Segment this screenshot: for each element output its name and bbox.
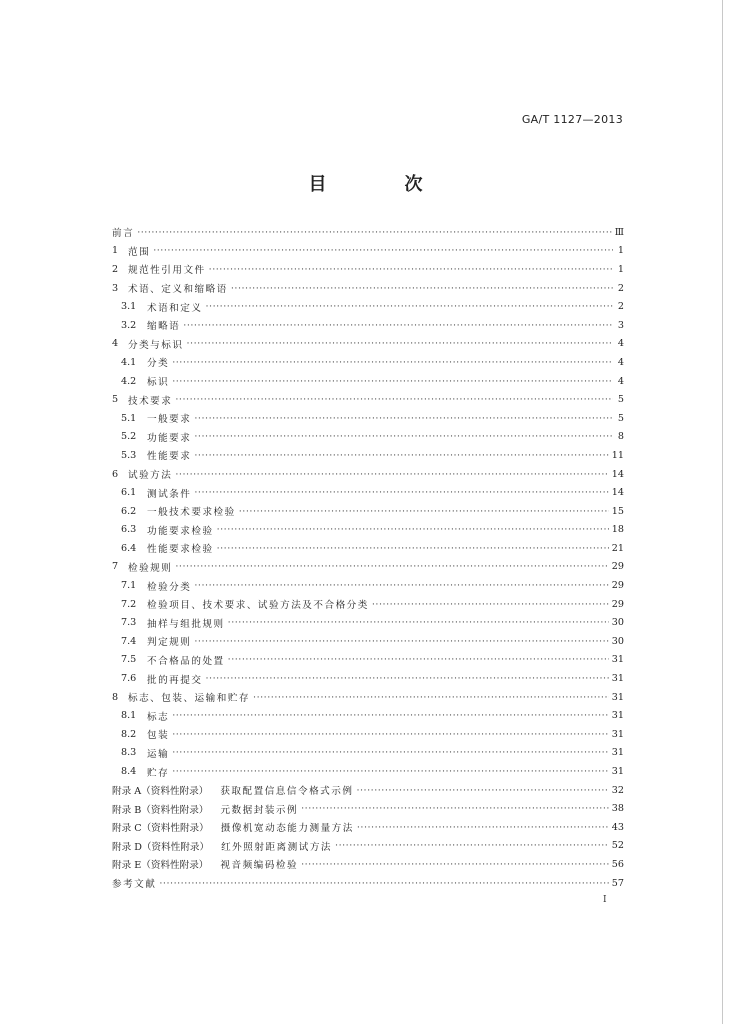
toc-entry-number: 6 bbox=[112, 468, 119, 480]
toc-entry-title: 功能要求 bbox=[147, 432, 192, 444]
toc-entry-title: 不合格品的处置 bbox=[147, 655, 225, 667]
toc-entry-page: 5 bbox=[617, 394, 624, 406]
toc-entry-number: 7 bbox=[112, 561, 119, 573]
toc-entry-page: 30 bbox=[611, 635, 624, 647]
toc-leader-dots bbox=[183, 320, 613, 331]
toc-entry-number: 5.3 bbox=[121, 449, 137, 461]
toc-entry-number: 附录 D（资料性附录） bbox=[112, 841, 210, 853]
toc-entry-page: 57 bbox=[611, 877, 624, 889]
toc-leader-dots bbox=[194, 431, 613, 442]
toc-entry-number: 附录 C（资料性附录） bbox=[112, 823, 209, 835]
toc-leader-dots bbox=[172, 357, 613, 368]
toc-entry-title: 获取配置信息信令格式示例 bbox=[220, 786, 354, 798]
toc-leader-dots bbox=[172, 747, 609, 758]
toc-entry-number: 1 bbox=[112, 245, 119, 257]
toc-entry-title: 范围 bbox=[128, 246, 151, 258]
toc-entry-title: 测试条件 bbox=[147, 488, 192, 500]
toc-entry-number: 4.1 bbox=[121, 356, 137, 368]
toc-entry-number: 6.1 bbox=[121, 487, 137, 499]
table-of-contents bbox=[112, 223, 624, 892]
toc-entry[interactable] bbox=[112, 335, 624, 354]
toc-entry-title: 规范性引用文件 bbox=[128, 265, 206, 277]
page-number: I bbox=[603, 895, 607, 905]
toc-leader-dots bbox=[239, 506, 609, 517]
toc-leader-dots bbox=[205, 673, 608, 684]
toc-entry-page: 11 bbox=[611, 449, 624, 461]
toc-leader-dots bbox=[217, 543, 609, 554]
toc-entry[interactable] bbox=[112, 576, 624, 595]
toc-entry-number: 8.4 bbox=[121, 766, 137, 778]
toc-entry-title: 分类 bbox=[147, 358, 170, 370]
toc-leader-dots bbox=[301, 859, 609, 870]
toc-entry-page: 31 bbox=[611, 654, 624, 666]
toc-entry-page: 4 bbox=[617, 356, 624, 368]
toc-entry-page: Ⅲ bbox=[614, 226, 624, 238]
toc-leader-dots bbox=[175, 394, 613, 405]
toc-entry[interactable] bbox=[112, 260, 624, 279]
toc-entry-number: 8.1 bbox=[121, 710, 137, 722]
toc-entry[interactable] bbox=[112, 651, 624, 670]
toc-entry-title: 检验分类 bbox=[147, 581, 192, 593]
toc-leader-dots bbox=[172, 710, 609, 721]
toc-entry-title: 标识 bbox=[147, 377, 170, 389]
toc-entry-title: 技术要求 bbox=[128, 395, 173, 407]
toc-entry-number: 8.2 bbox=[121, 728, 137, 740]
toc-leader-dots bbox=[175, 561, 608, 572]
toc-entry-title: 参考文献 bbox=[112, 879, 157, 891]
toc-entry-number: 6.4 bbox=[121, 542, 137, 554]
toc-entry-title: 摄像机宽动态能力测量方法 bbox=[220, 823, 354, 835]
toc-entry[interactable] bbox=[112, 242, 624, 261]
toc-entry[interactable] bbox=[112, 595, 624, 614]
toc-entry[interactable] bbox=[112, 874, 624, 893]
toc-entry[interactable] bbox=[112, 632, 624, 651]
toc-entry-page: 29 bbox=[611, 580, 624, 592]
toc-entry-page: 4 bbox=[617, 338, 624, 350]
toc-entry-page: 31 bbox=[611, 710, 624, 722]
toc-entry-page: 21 bbox=[611, 542, 624, 554]
toc-entry-page: 18 bbox=[611, 524, 624, 536]
toc-leader-dots bbox=[172, 729, 609, 740]
toc-entry-page: 56 bbox=[611, 858, 624, 870]
toc-leader-dots bbox=[217, 524, 609, 535]
toc-leader-dots bbox=[194, 450, 608, 461]
toc-entry-number: 4.2 bbox=[121, 375, 137, 387]
toc-entry[interactable] bbox=[112, 316, 624, 335]
toc-entry-page: 8 bbox=[617, 431, 624, 443]
toc-entry-title: 批的再提交 bbox=[147, 674, 203, 686]
toc-entry[interactable] bbox=[112, 483, 624, 502]
toc-entry-title: 抽样与组批规则 bbox=[147, 618, 225, 630]
standard-code: GA/T 1127—2013 bbox=[521, 113, 623, 126]
toc-entry-page: 3 bbox=[617, 319, 624, 331]
toc-leader-dots bbox=[194, 636, 608, 647]
toc-entry-title: 功能要求检验 bbox=[147, 525, 214, 537]
toc-entry-title: 标志、包装、运输和贮存 bbox=[128, 693, 251, 705]
toc-entry[interactable] bbox=[112, 558, 624, 577]
toc-entry-title: 红外照射距离测试方法 bbox=[221, 841, 333, 853]
toc-entry-page: 15 bbox=[611, 505, 624, 517]
toc-leader-dots bbox=[228, 654, 609, 665]
toc-entry-title: 视音频编码检验 bbox=[220, 860, 299, 872]
toc-entry[interactable] bbox=[112, 744, 624, 763]
toc-entry[interactable] bbox=[112, 688, 624, 707]
toc-entry-page: 31 bbox=[611, 747, 624, 759]
toc-entry-title: 术语、定义和缩略语 bbox=[128, 284, 228, 296]
toc-entry[interactable] bbox=[112, 706, 624, 725]
toc-entry-number: 5 bbox=[112, 394, 119, 406]
toc-entry-page: 32 bbox=[611, 784, 624, 796]
toc-entry[interactable] bbox=[112, 428, 624, 447]
toc-entry-title: 前言 bbox=[112, 228, 135, 240]
page-title: 目 次 bbox=[308, 174, 453, 195]
toc-entry[interactable] bbox=[112, 372, 624, 391]
toc-entry[interactable] bbox=[112, 669, 624, 688]
toc-entry-page: 14 bbox=[611, 487, 624, 499]
toc-entry-number: 附录 B（资料性附录） bbox=[112, 804, 209, 816]
toc-entry-number: 8.3 bbox=[121, 747, 137, 759]
toc-entry-title: 运输 bbox=[147, 748, 170, 760]
toc-entry-page: 4 bbox=[617, 375, 624, 387]
toc-entry[interactable] bbox=[112, 409, 624, 428]
toc-entry-title: 性能要求 bbox=[147, 451, 192, 463]
toc-entry-number: 7.5 bbox=[121, 654, 137, 666]
toc-entry[interactable] bbox=[112, 539, 624, 558]
toc-entry[interactable] bbox=[112, 855, 624, 874]
toc-entry-title: 分类与标识 bbox=[128, 339, 184, 351]
toc-entry-number: 2 bbox=[112, 263, 119, 275]
toc-entry-page: 31 bbox=[611, 766, 624, 778]
toc-entry-page: 31 bbox=[611, 728, 624, 740]
toc-entry-page: 5 bbox=[617, 412, 624, 424]
toc-entry[interactable] bbox=[112, 465, 624, 484]
toc-leader-dots bbox=[205, 301, 613, 312]
toc-entry[interactable] bbox=[112, 502, 624, 521]
toc-entry[interactable] bbox=[112, 613, 624, 632]
toc-entry-page: 52 bbox=[611, 840, 624, 852]
toc-leader-dots bbox=[372, 599, 609, 610]
toc-entry[interactable] bbox=[112, 762, 624, 781]
toc-entry-number: 5.2 bbox=[121, 431, 137, 443]
toc-entry-title: 检验项目、技术要求、试验方法及不合格分类 bbox=[147, 600, 369, 612]
toc-leader-dots bbox=[172, 766, 609, 777]
toc-entry-number: 6.3 bbox=[121, 524, 137, 536]
toc-leader-dots bbox=[159, 878, 608, 889]
toc-entry-number: 7.6 bbox=[121, 673, 137, 685]
toc-entry[interactable] bbox=[112, 725, 624, 744]
toc-entry-page: 2 bbox=[617, 301, 624, 313]
toc-entry-page: 43 bbox=[611, 821, 624, 833]
toc-entry-number: 8 bbox=[112, 691, 119, 703]
toc-leader-dots bbox=[137, 227, 612, 238]
toc-entry-number: 4 bbox=[112, 338, 119, 350]
toc-entry-number: 7.4 bbox=[121, 635, 137, 647]
toc-entry-page: 38 bbox=[611, 803, 624, 815]
toc-leader-dots bbox=[228, 617, 609, 628]
toc-entry-page: 29 bbox=[611, 561, 624, 573]
toc-leader-dots bbox=[209, 264, 613, 275]
toc-leader-dots bbox=[356, 785, 608, 796]
toc-entry-title: 一般技术要求检验 bbox=[147, 507, 236, 519]
toc-entry[interactable] bbox=[112, 521, 624, 540]
toc-entry[interactable] bbox=[112, 837, 624, 856]
toc-entry-title: 判定规则 bbox=[147, 637, 192, 649]
toc-entry[interactable] bbox=[112, 446, 624, 465]
toc-entry-page: 1 bbox=[617, 245, 624, 257]
toc-entry-title: 性能要求检验 bbox=[147, 544, 214, 556]
toc-leader-dots bbox=[172, 376, 613, 387]
toc-entry-title: 贮存 bbox=[147, 767, 170, 779]
toc-entry[interactable] bbox=[112, 818, 624, 837]
toc-entry-number: 7.1 bbox=[121, 580, 137, 592]
toc-entry-number: 附录 A（资料性附录） bbox=[112, 786, 209, 798]
toc-entry-number: 7.2 bbox=[121, 598, 137, 610]
toc-entry-title: 试验方法 bbox=[128, 470, 173, 482]
toc-leader-dots bbox=[231, 283, 613, 294]
toc-entry[interactable] bbox=[112, 297, 624, 316]
toc-entry[interactable] bbox=[112, 353, 624, 372]
toc-entry-page: 30 bbox=[611, 617, 624, 629]
toc-leader-dots bbox=[357, 822, 609, 833]
toc-entry-title: 一般要求 bbox=[147, 414, 192, 426]
toc-leader-dots bbox=[194, 413, 613, 424]
toc-leader-dots bbox=[335, 840, 609, 851]
toc-leader-dots bbox=[301, 803, 609, 814]
toc-entry-number: 7.3 bbox=[121, 617, 137, 629]
toc-entry[interactable] bbox=[112, 781, 624, 800]
toc-entry-title: 检验规则 bbox=[128, 562, 173, 574]
toc-entry-title: 术语和定义 bbox=[147, 302, 203, 314]
toc-entry-page: 1 bbox=[617, 263, 624, 275]
toc-entry-page: 31 bbox=[611, 691, 624, 703]
toc-entry-number: 附录 E（资料性附录） bbox=[112, 860, 209, 872]
toc-leader-dots bbox=[186, 338, 613, 349]
toc-entry-page: 31 bbox=[611, 673, 624, 685]
toc-entry[interactable] bbox=[112, 223, 624, 242]
toc-entry-title: 元数据封装示例 bbox=[220, 804, 299, 816]
toc-entry-page: 2 bbox=[617, 282, 624, 294]
toc-entry-number: 5.1 bbox=[121, 412, 137, 424]
toc-entry-number: 3.2 bbox=[121, 319, 137, 331]
toc-entry-title: 标志 bbox=[147, 711, 170, 723]
toc-entry-page: 14 bbox=[611, 468, 624, 480]
toc-leader-dots bbox=[253, 692, 609, 703]
toc-leader-dots bbox=[175, 469, 608, 480]
toc-entry-title: 包装 bbox=[147, 730, 170, 742]
toc-entry-title: 缩略语 bbox=[147, 321, 181, 333]
toc-entry-number: 3.1 bbox=[121, 301, 137, 313]
page-edge-line bbox=[722, 0, 723, 1024]
toc-entry[interactable] bbox=[112, 799, 624, 818]
toc-entry[interactable] bbox=[112, 279, 624, 298]
toc-leader-dots bbox=[153, 245, 613, 256]
toc-entry-number: 6.2 bbox=[121, 505, 137, 517]
toc-leader-dots bbox=[194, 487, 608, 498]
toc-entry-page: 29 bbox=[611, 598, 624, 610]
toc-entry-number: 3 bbox=[112, 282, 119, 294]
toc-leader-dots bbox=[194, 580, 608, 591]
toc-entry[interactable] bbox=[112, 390, 624, 409]
